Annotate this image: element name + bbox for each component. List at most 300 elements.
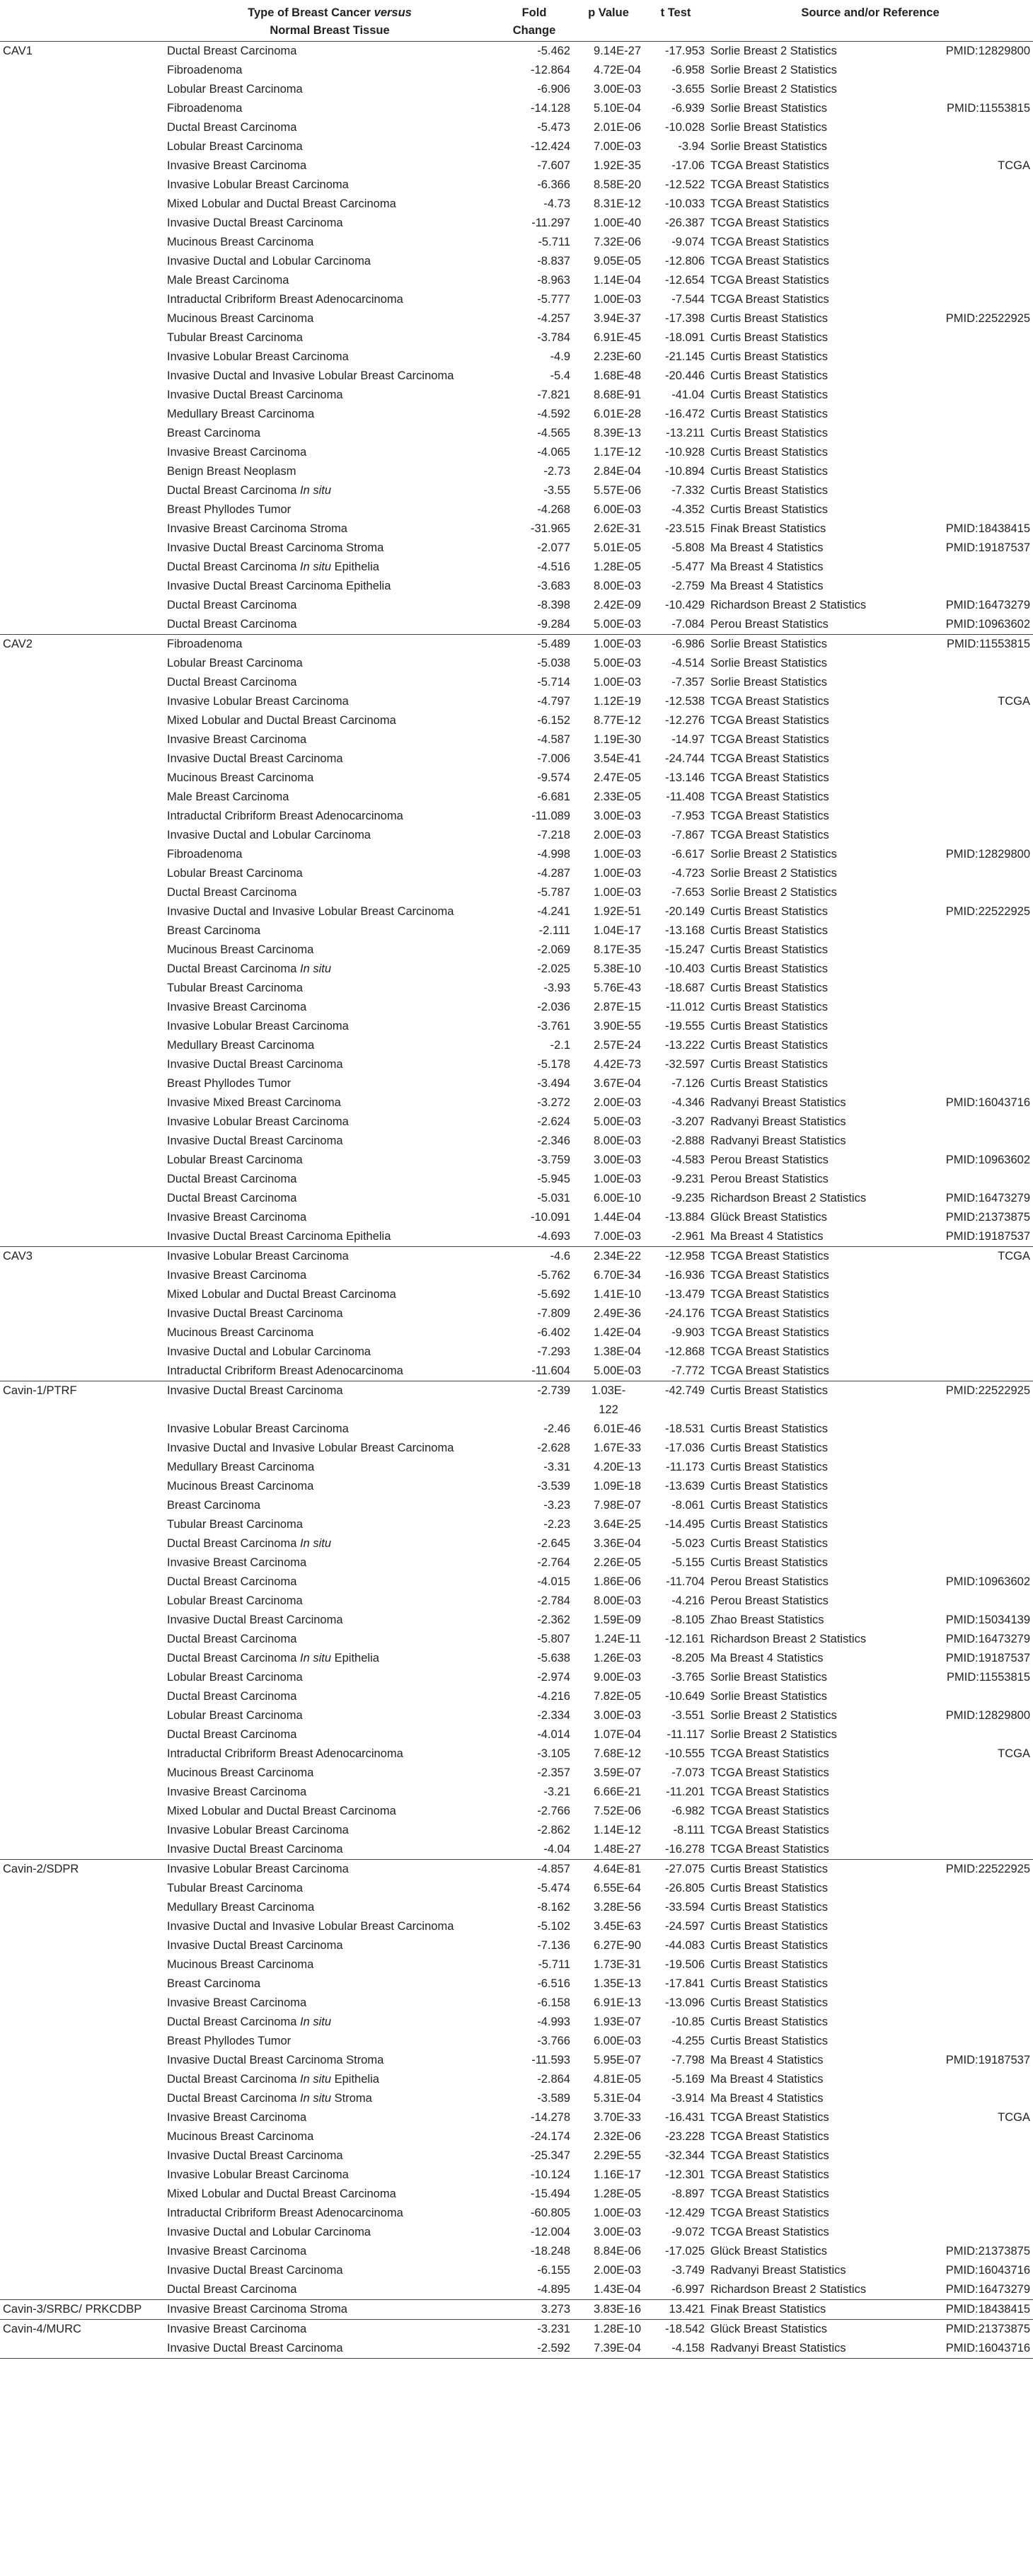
cancer-type-cell: Ductal Breast Carcinoma (167, 618, 297, 631)
source-cell: TCGA Breast Statistics (710, 255, 829, 268)
gene-cell (0, 500, 164, 519)
gene-cell (0, 1725, 164, 1744)
reference-cell: PMID:21373875 (945, 2245, 1031, 2258)
source-cell: Ma Breast 4 Statistics (710, 1230, 824, 1243)
gene-cell (0, 1802, 164, 1821)
source-cell: Curtis Breast Statistics (710, 350, 828, 363)
cancer-type-cell: Lobular Breast Carcinoma (167, 83, 303, 96)
cancer-type-cell: Ductal Breast Carcinoma In situ Epithelia (167, 2073, 379, 2086)
cancer-type-cell: Invasive Breast Carcinoma (167, 733, 307, 746)
source-cell: Curtis Breast Statistics (710, 943, 828, 956)
reference-cell (884, 424, 1033, 443)
p-value-cell: 7.00E-03 (594, 1230, 641, 1243)
gene-cell (0, 1170, 164, 1189)
cancer-type-cell: Tubular Breast Carcinoma (167, 1882, 303, 1894)
fold-change-cell: -4.73 (543, 197, 570, 210)
source-cell: TCGA Breast Statistics (710, 1747, 829, 1760)
fold-change-cell: -60.805 (531, 2207, 570, 2219)
source-cell: TCGA Breast Statistics (710, 752, 829, 765)
source-cell: TCGA Breast Statistics (710, 829, 829, 841)
reference-cell (884, 1534, 1033, 1553)
reference-cell (884, 462, 1033, 481)
gene-cell (0, 386, 164, 405)
t-test-cell: -10.033 (665, 197, 705, 210)
source-cell: Finak Breast Statistics (708, 2300, 884, 2320)
t-test-cell: -15.247 (665, 943, 705, 956)
source-cell: Curtis Breast Statistics (710, 1480, 828, 1493)
source-cell: Curtis Breast Statistics (710, 1977, 828, 1990)
t-test-cell: -3.207 (671, 1115, 705, 1128)
t-test-cell: -13.146 (665, 771, 705, 784)
p-value-cell: 2.49E-36 (594, 1307, 641, 1320)
fold-change-cell: -6.681 (537, 790, 570, 803)
fold-change-cell: -5.711 (538, 236, 570, 248)
cancer-type-cell: Medullary Breast Carcinoma (167, 1461, 315, 1473)
cancer-type-cell: Mucinous Breast Carcinoma (167, 2130, 314, 2143)
t-test-cell: -8.111 (673, 1824, 705, 1836)
table-row (0, 921, 1033, 941)
table-row (0, 233, 1033, 252)
cancer-type-cell: Invasive Breast Carcinoma (164, 2320, 495, 2340)
t-test-cell: -4.583 (671, 1154, 705, 1166)
table-row (0, 424, 1033, 443)
source-cell: Curtis Breast Statistics (710, 1499, 828, 1512)
gene-cell (0, 2339, 164, 2359)
fold-change-cell: -4.9 (550, 350, 570, 363)
p-value-cell: 3.45E-63 (594, 1920, 641, 1933)
table-row (0, 1706, 1033, 1725)
t-test-cell: -10.403 (665, 962, 705, 975)
gene-cell (0, 1955, 164, 1974)
in-situ-italic: In situ (300, 2092, 332, 2105)
gene-cell (0, 673, 164, 692)
source-cell: TCGA Breast Statistics (710, 1345, 829, 1358)
source-cell: Curtis Breast Statistics (710, 1556, 828, 1569)
p-value-cell: 2.32E-06 (594, 2130, 641, 2143)
table-row (0, 271, 1033, 290)
fold-change-cell: -2.784 (537, 1594, 570, 1607)
table-row (0, 1227, 1033, 1247)
table-row (0, 558, 1033, 577)
gene-cell (0, 2242, 164, 2261)
p-value-cell: 3.36E-04 (594, 1537, 641, 1550)
source-cell: Radvanyi Breast Statistics (710, 2264, 846, 2277)
p-value-cell: 1.00E-03 (594, 848, 641, 861)
t-test-cell: -32.597 (665, 1058, 705, 1071)
cancer-type-cell: Intraductal Cribriform Breast Adenocarcinoma (167, 810, 403, 822)
p-value-cell: 2.26E-05 (594, 1556, 641, 1569)
cancer-type-cell: Invasive Lobular Breast Carcinoma (167, 1115, 349, 1128)
reference-cell: PMID:10963602 (945, 1154, 1031, 1166)
p-value-cell: 1.28E-05 (594, 2187, 641, 2200)
table-row (0, 1247, 1033, 1267)
source-cell: Curtis Breast Statistics (710, 1039, 828, 1052)
fold-change-cell: -3.105 (537, 1747, 570, 1760)
fold-change-cell: -2.111 (538, 924, 570, 937)
p-value-cell: 1.48E-27 (594, 1843, 641, 1856)
cancer-type-cell: Invasive Breast Carcinoma Stroma (167, 522, 347, 535)
fold-change-cell: -4.797 (537, 695, 570, 708)
p-value-cell: 1.24E-11 (594, 1633, 641, 1645)
p-value-cell: 3.54E-41 (594, 752, 641, 765)
gene-cell (0, 195, 164, 214)
t-test-cell: -16.936 (665, 1269, 705, 1282)
t-test-cell: -17.953 (665, 45, 705, 57)
source-cell: Curtis Breast Statistics (710, 484, 828, 497)
source-cell: Richardson Breast 2 Statistics (710, 1192, 867, 1204)
fold-change-cell: -2.46 (543, 1422, 570, 1435)
cancer-type-cell: Intraductal Cribriform Breast Adenocarcinoma (167, 1747, 403, 1760)
source-cell: Curtis Breast Statistics (710, 924, 828, 937)
table-row (0, 807, 1033, 826)
source-cell: TCGA Breast Statistics (710, 2149, 829, 2162)
table-row (0, 730, 1033, 749)
reference-cell: PMID:16473279 (945, 599, 1031, 611)
cancer-type-cell: Invasive Ductal and Lobular Carcinoma (167, 2226, 371, 2238)
source-cell: Curtis Breast Statistics (710, 446, 828, 459)
p-value-cell: 6.91E-13 (594, 1996, 641, 2009)
table-row (0, 1439, 1033, 1458)
table-row (0, 1477, 1033, 1496)
t-test-cell: -16.278 (665, 1843, 705, 1856)
fold-change-cell: -31.965 (531, 522, 570, 535)
t-test-cell: -11.173 (666, 1461, 705, 1473)
gene-cell (0, 539, 164, 558)
cancer-type-cell: Mixed Lobular and Ductal Breast Carcinoma (167, 197, 396, 210)
fold-change-cell: -5.638 (537, 1652, 570, 1664)
p-value-cell: 1.41E-10 (594, 1288, 641, 1301)
gene-cell (0, 61, 164, 80)
table-row (0, 2127, 1033, 2146)
cancer-type-cell: Fibroadenoma (167, 64, 243, 76)
p-value-cell: 8.00E-03 (594, 1134, 641, 1147)
fold-change-cell: -2.624 (537, 1115, 570, 1128)
t-test-cell: -8.105 (671, 1614, 705, 1626)
gene-cell (0, 481, 164, 500)
p-value-cell: 3.64E-25 (594, 1518, 641, 1531)
table-row (0, 252, 1033, 271)
p-value-cell: 1.67E-33 (594, 1442, 641, 1454)
fold-change-cell: -2.592 (495, 2339, 573, 2359)
in-situ-italic: In situ (300, 1652, 332, 1664)
reference-cell (884, 176, 1033, 195)
reference-cell (884, 2032, 1033, 2051)
t-test-cell: -18.091 (665, 331, 705, 344)
gene-cell (0, 1706, 164, 1725)
reference-cell (884, 749, 1033, 769)
p-value-cell: 1.68E-48 (594, 369, 641, 382)
table-row (0, 826, 1033, 845)
gene-cell (0, 921, 164, 941)
cancer-type-cell: Fibroadenoma (164, 635, 495, 655)
t-test-cell: -5.477 (671, 560, 705, 573)
p-value-cell: 3.28E-56 (594, 1901, 641, 1914)
p-value-cell: 1.73E-31 (594, 1958, 641, 1971)
cancer-type-cell: Invasive Ductal Breast Carcinoma (164, 1381, 495, 1420)
p-value-cell: 5.57E-06 (594, 484, 641, 497)
table-row (0, 1342, 1033, 1362)
gene-cell (0, 596, 164, 615)
p-value-cell: 2.00E-03 (594, 1096, 641, 1109)
gene-cell (0, 1189, 164, 1208)
fold-change-cell: -4.693 (537, 1230, 570, 1243)
gene-cell (0, 2204, 164, 2223)
cancer-type-cell: Mucinous Breast Carcinoma (167, 236, 314, 248)
reference-cell (884, 979, 1033, 998)
fold-change-cell: -4.565 (537, 427, 570, 439)
fold-change-cell: -7.218 (537, 829, 570, 841)
gene-cell (0, 1420, 164, 1439)
fold-change-cell: -6.516 (537, 1977, 570, 1990)
gene-cell (0, 80, 164, 99)
t-test-cell: -14.495 (665, 1518, 705, 1531)
gene-cell (0, 2261, 164, 2280)
cancer-type-cell: Ductal Breast Carcinoma In situ Stroma (167, 2092, 372, 2105)
t-test-cell: -11.117 (666, 1728, 705, 1741)
fold-change-cell: -4.014 (537, 1728, 570, 1741)
gene-cell (0, 1994, 164, 2013)
cancer-type-cell: Ductal Breast Carcinoma In situ (167, 1537, 332, 1550)
reference-cell (884, 1687, 1033, 1706)
table-row (0, 462, 1033, 481)
t-test-cell: -32.344 (665, 2149, 705, 2162)
t-test-cell: -5.155 (671, 1556, 705, 1569)
cancer-type-cell: Medullary Breast Carcinoma (167, 1039, 315, 1052)
table-row (0, 137, 1033, 156)
cancer-type-cell: Invasive Ductal and Invasive Lobular Breast Carcinoma (167, 1920, 454, 1933)
p-value-cell: 1.86E-06 (594, 1575, 641, 1588)
fold-change-cell: -8.398 (537, 599, 570, 611)
reference-cell: PMID:16043716 (945, 1096, 1031, 1109)
gene-cell (0, 1553, 164, 1572)
table-row (0, 1821, 1033, 1840)
source-cell: TCGA Breast Statistics (710, 274, 829, 287)
reference-cell (884, 233, 1033, 252)
reference-cell (884, 807, 1033, 826)
gene-cell (0, 1036, 164, 1055)
table-row (0, 1592, 1033, 1611)
gene-cell (0, 1572, 164, 1592)
fold-change-cell: -3.539 (537, 1480, 570, 1493)
cancer-type-cell: Invasive Mixed Breast Carcinoma (167, 1096, 341, 1109)
cancer-type-cell: Invasive Ductal Breast Carcinoma (164, 2339, 495, 2359)
p-value-cell: 1.16E-17 (594, 2168, 641, 2181)
t-test-cell: -18.687 (665, 982, 705, 994)
reference-cell (884, 1936, 1033, 1955)
cancer-type-cell: Invasive Breast Carcinoma (167, 1786, 307, 1798)
p-value-cell: 1.12E-19 (594, 695, 641, 708)
header-fold-change: Fold Change (512, 6, 556, 37)
table-row (0, 1687, 1033, 1706)
gene-cell (0, 654, 164, 673)
cancer-type-cell: Invasive Ductal Breast Carcinoma (167, 1134, 343, 1147)
cancer-type-cell: Breast Phyllodes Tumor (167, 503, 292, 516)
p-value-cell: 6.91E-45 (594, 331, 641, 344)
table-header-row (0, 0, 1033, 42)
t-test-cell: -4.514 (671, 657, 705, 669)
reference-cell (884, 1266, 1033, 1285)
gene-cell (0, 979, 164, 998)
gene-cell (0, 2089, 164, 2108)
source-cell: TCGA Breast Statistics (710, 293, 829, 306)
source-cell: Curtis Breast Statistics (710, 503, 828, 516)
gene-cell (0, 2280, 164, 2300)
gene-cell (0, 1093, 164, 1112)
table-row (0, 42, 1033, 62)
cancer-type-cell: Invasive Lobular Breast Carcinoma (167, 1824, 349, 1836)
cancer-type-cell: Ductal Breast Carcinoma (167, 1633, 297, 1645)
p-value-cell: 1.17E-12 (594, 446, 641, 459)
gene-cell (0, 424, 164, 443)
cancer-type-cell: Lobular Breast Carcinoma (167, 1594, 303, 1607)
p-value-cell: 3.94E-37 (594, 312, 641, 325)
gene-cell (0, 960, 164, 979)
fold-change-cell: -12.424 (531, 140, 570, 153)
table-row (0, 1093, 1033, 1112)
source-cell: TCGA Breast Statistics (710, 2187, 829, 2200)
gene-cell (0, 1649, 164, 1668)
t-test-cell: -19.506 (665, 1958, 705, 1971)
cancer-type-cell: Ductal Breast Carcinoma In situ Epithelia (167, 560, 379, 573)
table-row (0, 2339, 1033, 2359)
p-value-cell: 7.82E-05 (594, 1690, 641, 1703)
reference-cell: PMID:18438415 (945, 522, 1031, 535)
gene-cell (0, 788, 164, 807)
p-value-cell: 3.67E-04 (594, 1077, 641, 1090)
source-cell: Sorlie Breast Statistics (710, 1690, 828, 1703)
p-value-cell: 5.76E-43 (594, 982, 641, 994)
header-p-value: p Value (588, 6, 629, 19)
cancer-type-cell: Invasive Ductal Breast Carcinoma Epithelia (167, 580, 391, 592)
source-cell: Perou Breast Statistics (710, 1173, 829, 1185)
reference-cell: PMID:22522925 (945, 312, 1031, 325)
source-cell: Sorlie Breast 2 Statistics (710, 45, 837, 57)
t-test-cell: -17.025 (665, 2245, 705, 2258)
table-row (0, 1515, 1033, 1534)
source-cell: TCGA Breast Statistics (710, 810, 829, 822)
p-value-cell: 4.64E-81 (573, 1860, 644, 1880)
cancer-type-cell: Invasive Breast Carcinoma (167, 1001, 307, 1013)
fold-change-cell: -7.293 (537, 1345, 570, 1358)
p-value-cell: 1.09E-18 (594, 1480, 641, 1493)
source-cell: Radvanyi Breast Statistics (708, 2339, 884, 2359)
gene-cell (0, 405, 164, 424)
fold-change-cell: -3.231 (495, 2320, 573, 2340)
p-value-cell: 3.59E-07 (594, 1766, 641, 1779)
p-value-cell: 2.00E-03 (594, 2264, 641, 2277)
gene-cell (0, 176, 164, 195)
table-row (0, 2146, 1033, 2166)
t-test-cell: -17.841 (665, 1977, 705, 1990)
t-test-cell: -17.398 (665, 312, 705, 325)
cancer-type-cell: Invasive Ductal Breast Carcinoma Stroma (167, 541, 384, 554)
p-value-cell: 1.00E-03 (594, 867, 641, 880)
source-cell: TCGA Breast Statistics (710, 1824, 829, 1836)
t-test-cell: -11.012 (666, 1001, 705, 1013)
table-row (0, 1208, 1033, 1227)
p-value-cell: 1.28E-05 (594, 560, 641, 573)
reference-cell: PMID:19187537 (945, 1230, 1031, 1243)
fold-change-cell: -2.974 (537, 1671, 570, 1684)
cancer-type-cell: Ductal Breast Carcinoma In situ Epithelia (167, 1652, 379, 1664)
source-cell: Sorlie Breast 2 Statistics (710, 83, 837, 96)
source-cell: TCGA Breast Statistics (710, 695, 829, 708)
t-test-cell: -7.772 (671, 1364, 705, 1377)
gene-cell (0, 1439, 164, 1458)
t-test-cell: -42.749 (644, 1381, 708, 1420)
fold-change-cell: -6.366 (537, 178, 570, 191)
reference-cell: TCGA (998, 159, 1031, 172)
cancer-type-cell: Ductal Breast Carcinoma (167, 599, 297, 611)
gene-cell (0, 328, 164, 347)
t-test-cell: -4.255 (671, 2035, 705, 2047)
gene-cell (0, 309, 164, 328)
reference-cell (884, 2127, 1033, 2146)
table-row (0, 2013, 1033, 2032)
gene-cell (0, 156, 164, 176)
p-value-cell: 7.00E-03 (594, 140, 641, 153)
cancer-type-cell: Intraductal Cribriform Breast Adenocarcinoma (167, 2207, 403, 2219)
table-row (0, 960, 1033, 979)
t-test-cell: -13.096 (665, 1996, 705, 2009)
header-gene (0, 0, 164, 42)
t-test-cell: -7.084 (671, 618, 705, 631)
cancer-type-cell: Invasive Ductal and Lobular Carcinoma (167, 1345, 371, 1358)
table-row (0, 596, 1033, 615)
reference-cell (884, 1496, 1033, 1515)
fold-change-cell: -3.589 (537, 2092, 570, 2105)
gene-cell: CAV1 (3, 45, 33, 57)
table-row (0, 1725, 1033, 1744)
source-cell: Radvanyi Breast Statistics (710, 1115, 846, 1128)
source-cell: Curtis Breast Statistics (710, 1518, 828, 1531)
p-value-cell: 5.00E-03 (594, 1364, 641, 1377)
fold-change-cell: -18.248 (531, 2245, 570, 2258)
reference-cell (884, 290, 1033, 309)
source-cell: Sorlie Breast 2 Statistics (710, 848, 837, 861)
reference-cell (884, 443, 1033, 462)
gene-cell (0, 1362, 164, 1381)
fold-change-cell: -6.402 (537, 1326, 570, 1339)
table-row (0, 1323, 1033, 1342)
reference-cell (884, 1170, 1033, 1189)
fold-change-cell: -3.55 (543, 484, 570, 497)
source-cell: Curtis Breast Statistics (710, 1058, 828, 1071)
in-situ-italic: In situ (300, 560, 332, 573)
t-test-cell: -9.903 (671, 1326, 705, 1339)
gene-cell (0, 577, 164, 596)
reference-cell (884, 558, 1033, 577)
p-value-cell: 1.26E-03 (594, 1652, 641, 1664)
fold-change-cell: -7.006 (537, 752, 570, 765)
reference-cell: PMID:22522925 (884, 1381, 1033, 1420)
fold-change-cell: -3.766 (537, 2035, 570, 2047)
table-row (0, 1170, 1033, 1189)
table-row (0, 443, 1033, 462)
reference-cell (884, 1362, 1033, 1381)
fold-change-cell: -3.23 (543, 1499, 570, 1512)
p-value-cell: 1.42E-04 (594, 1326, 641, 1339)
table-row (0, 883, 1033, 902)
fold-change-cell: -2.346 (537, 1134, 570, 1147)
cancer-type-cell: Tubular Breast Carcinoma (167, 1518, 303, 1531)
source-cell: Ma Breast 4 Statistics (710, 541, 824, 554)
t-test-cell: 13.421 (644, 2300, 708, 2320)
table-row (0, 386, 1033, 405)
reference-cell (884, 1725, 1033, 1744)
cancer-type-cell: Breast Phyllodes Tumor (167, 1077, 292, 1090)
fold-change-cell: -2.334 (537, 1709, 570, 1722)
